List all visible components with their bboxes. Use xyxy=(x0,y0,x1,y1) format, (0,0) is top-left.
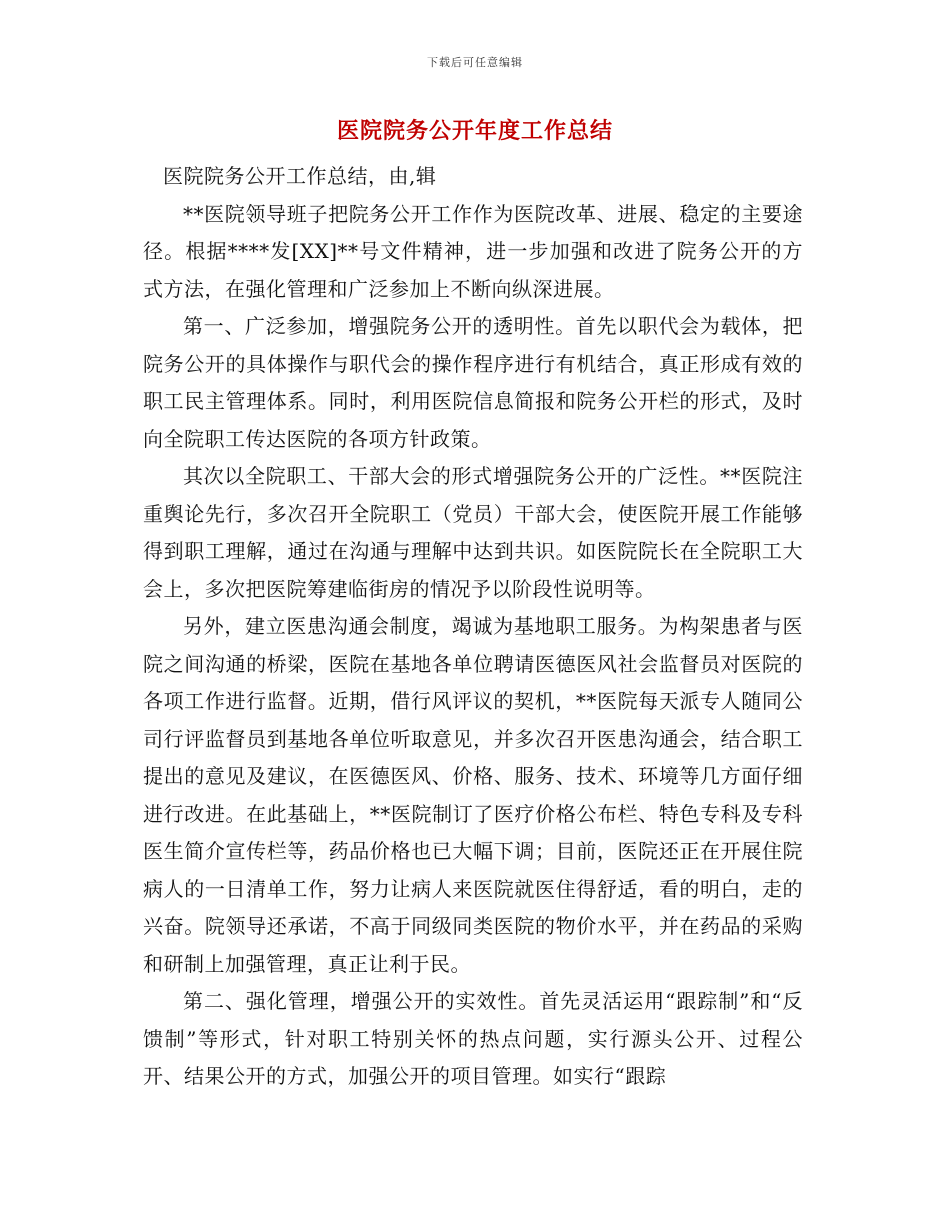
paragraph-meetings: 其次以全院职工、干部大会的形式增强院务公开的广泛性。**医院注重舆论先行，多次召开全院职工（党员）干部大会，使医院开展工作能够得到职工理解，通过在沟通与理解中达到共识。如医院院长在全院职工大会上，多次把医院筹建临街房的情况予以阶段性说明等。 xyxy=(143,464,803,601)
paragraph-subtitle: 医院院务公开工作总结，由,辑 xyxy=(163,164,437,188)
header-note: 下载后可任意编辑 xyxy=(427,56,523,69)
paragraph-intro: **医院领导班子把院务公开工作作为医院改革、进展、稳定的主要途径。根据****发[XX]**号文件精神，进一步加强和改进了院务公开的方式方法，在强化管理和广泛参加上不断向纵深进展。 xyxy=(143,201,803,301)
document-body xyxy=(143,158,803,1096)
paragraph-communication: 另外，建立医患沟通会制度，竭诚为基地职工服务。为构架患者与医院之间沟通的桥梁，医院在基地各单位聘请医德医风社会监督员对医院的各项工作进行监督。近期，借行风评议的契机，**医院每天派专人随同公司行评监督员到基地各单位听取意见，并多次召开医患沟通会，结合职工提出的意见及建议，在医德医风、价格、服务、技术、环境等几方面仔细进行改进。在此基础上，**医院制订了医疗价格公布栏、特色专科及专科医生简介宣传栏等，药品价格也已大幅下调；目前，医院还正在开展住院病人的一日清单工作，努力让病人来医院就医住得舒适，看的明白，走的兴奋。院领导还承诺，不高于同级同类医院的物价水平，并在药品的采购和研制上加强管理，真正让利于民。 xyxy=(143,614,803,976)
paragraph-section-1: 第一、广泛参加，增强院务公开的透明性。首先以职代会为载体，把院务公开的具体操作与职代会的操作程序进行有机结合，真正形成有效的职工民主管理体系。同时，利用医院信息简报和院务公开栏的形式，及时向全院职工传达医院的各项方针政策。 xyxy=(143,314,803,451)
document-title: 医院院务公开年度工作总结 xyxy=(336,118,613,144)
paragraph-section-2: 第二、强化管理，增强公开的实效性。首先灵活运用“跟踪制”和“反馈制”等形式，针对职工特别关怀的热点问题，实行源头公开、过程公开、结果公开的方式，加强公开的项目管理。如实行“跟踪 xyxy=(143,989,803,1088)
